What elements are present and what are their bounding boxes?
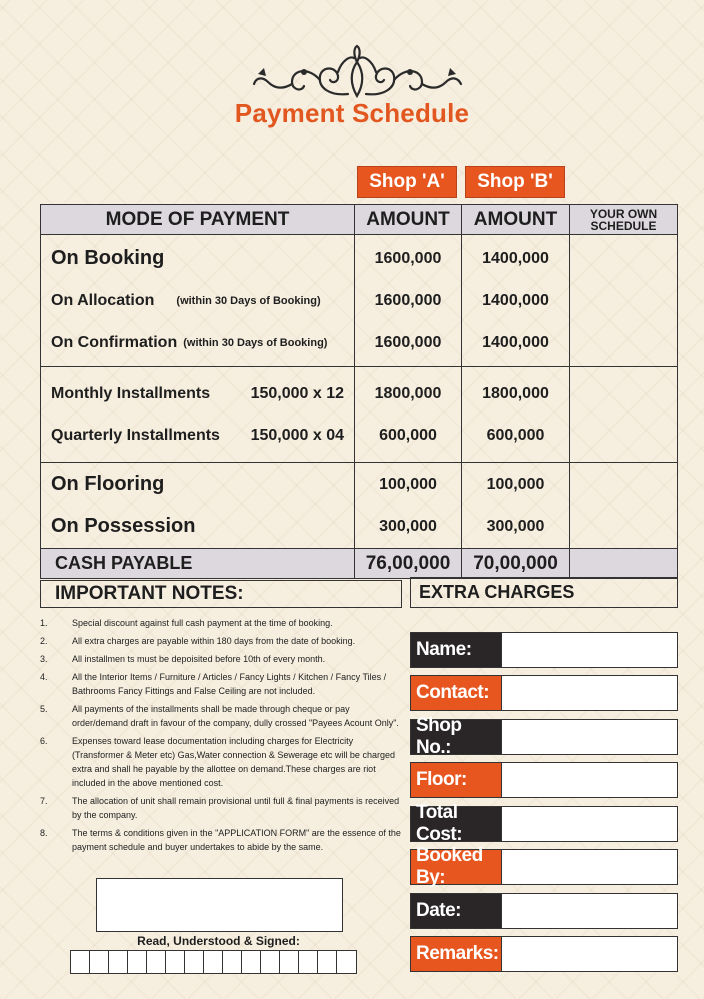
- total-cost-label: Total Cost:: [411, 807, 501, 841]
- digit-box[interactable]: [223, 951, 242, 973]
- booked-by-input[interactable]: [501, 850, 677, 884]
- floor-label: Floor:: [411, 763, 501, 797]
- installments-cell: [41, 367, 355, 463]
- extra-charges-heading: EXTRA CHARGES: [410, 577, 678, 608]
- header-own-line2: SCHEDULE: [590, 218, 657, 233]
- remarks-label: Remarks:: [411, 937, 501, 971]
- note-number: 3.: [40, 654, 48, 664]
- signature-label: Read, Understood & Signed:: [137, 934, 300, 948]
- booking-amounts-a: [355, 235, 462, 367]
- list-item: [40, 616, 402, 630]
- header-mode-of-payment: MODE OF PAYMENT: [41, 205, 355, 235]
- quarterly-installments-label: Quarterly Installments: [51, 426, 220, 444]
- date-input[interactable]: [501, 894, 677, 928]
- cash-payable-label: CASH PAYABLE: [41, 549, 355, 579]
- amount-cell: 1400,000: [482, 291, 549, 309]
- quarterly-installments-qty: 150,000 x 04: [250, 426, 344, 444]
- contact-input[interactable]: [501, 676, 677, 710]
- note-text: All extra charges are payable within 180 days from the date of booking.: [72, 636, 356, 646]
- list-item: [40, 670, 402, 698]
- header-own-line1: YOUR OWN: [589, 206, 658, 221]
- amount-cell: 100,000: [379, 475, 437, 493]
- shop-b-tab: Shop 'B': [465, 166, 565, 198]
- name-input[interactable]: [501, 633, 677, 667]
- contact-label: Contact:: [411, 676, 501, 710]
- header-amount-b: AMOUNT: [462, 205, 570, 235]
- cash-payable-row: [41, 549, 678, 579]
- note-number: 7.: [40, 796, 48, 806]
- amount-cell: 300,000: [379, 517, 437, 535]
- shop-no-field: [410, 715, 678, 758]
- on-confirmation-note: (within 30 Days of Booking): [183, 336, 328, 349]
- amount-cell: 1600,000: [374, 249, 442, 267]
- note-number: 1.: [40, 618, 48, 628]
- ornament-icon: [250, 44, 465, 99]
- digit-box[interactable]: [337, 951, 356, 973]
- booking-modes-cell: [41, 235, 355, 367]
- digit-box[interactable]: [147, 951, 166, 973]
- digit-box[interactable]: [71, 951, 90, 973]
- installment-amounts-a: [355, 367, 462, 463]
- shop-no-input[interactable]: [501, 720, 677, 754]
- floor-field: [410, 762, 678, 798]
- remarks-field: [410, 936, 678, 972]
- signature-box[interactable]: [96, 878, 343, 932]
- digit-box[interactable]: [318, 951, 337, 973]
- shop-no-label: Shop No.:: [411, 720, 501, 754]
- on-allocation-line: [51, 280, 354, 322]
- note-number: 4.: [40, 672, 48, 682]
- booked-by-label: Booked By:: [411, 850, 501, 884]
- digit-box[interactable]: [166, 951, 185, 973]
- amount-cell: 600,000: [486, 426, 545, 444]
- amount-cell: 1400,000: [482, 249, 549, 267]
- list-item: [40, 652, 402, 666]
- cash-payable-b: 70,00,000: [462, 549, 570, 579]
- total-cost-input[interactable]: [501, 807, 677, 841]
- payment-schedule-table: [40, 204, 678, 579]
- cash-payable-a: 76,00,000: [355, 549, 462, 579]
- monthly-installments-label: Monthly Installments: [51, 384, 211, 402]
- notes-list: [40, 616, 402, 858]
- note-text: Special discount against full cash payment at the time of booking.: [72, 618, 333, 628]
- note-number: 6.: [40, 736, 48, 746]
- table-row: [41, 367, 678, 463]
- name-field: [410, 632, 678, 668]
- flooring-amounts-b: [462, 463, 570, 549]
- important-notes-heading: IMPORTANT NOTES:: [40, 580, 402, 608]
- digit-box[interactable]: [90, 951, 109, 973]
- note-text: The terms & conditions given in the "APPLICATION FORM" are the essence of the payment schedule and buyer undertakes to abide by the same.: [72, 828, 401, 852]
- list-item: [40, 826, 402, 854]
- list-item: [40, 734, 402, 790]
- digit-box[interactable]: [242, 951, 261, 973]
- digit-box[interactable]: [280, 951, 299, 973]
- amount-cell: 1600,000: [374, 333, 442, 351]
- note-number: 5.: [40, 704, 48, 714]
- remarks-input[interactable]: [501, 937, 677, 971]
- total-cost-field: [410, 802, 678, 845]
- booked-by-field: [410, 845, 678, 888]
- flooring-amounts-a: [355, 463, 462, 549]
- table-row: [41, 235, 678, 367]
- own-schedule-cell[interactable]: [570, 549, 678, 579]
- date-label: Date:: [411, 894, 501, 928]
- digit-box[interactable]: [185, 951, 204, 973]
- quarterly-installments-line: [51, 415, 354, 457]
- monthly-installments-line: [51, 373, 354, 415]
- amount-cell: 1800,000: [482, 384, 549, 402]
- digit-box[interactable]: [128, 951, 147, 973]
- own-schedule-cell[interactable]: [570, 367, 678, 463]
- note-number: 8.: [40, 828, 48, 838]
- digit-box[interactable]: [109, 951, 128, 973]
- amount-cell: 1800,000: [374, 384, 442, 402]
- amount-cell: 300,000: [486, 517, 545, 535]
- list-item: [40, 702, 402, 730]
- note-text: All payments of the installments shall be made through cheque or pay order/demand draft in favour of the company, dully crossed "Payees Acount Only".: [72, 704, 399, 728]
- booking-amounts-b: [462, 235, 570, 367]
- digit-box[interactable]: [261, 951, 280, 973]
- shop-a-tab: Shop 'A': [357, 166, 457, 198]
- floor-input[interactable]: [501, 763, 677, 797]
- amount-cell: 600,000: [379, 426, 437, 444]
- table-row: [41, 463, 678, 549]
- own-schedule-cell[interactable]: [570, 235, 678, 367]
- on-allocation-label: On Allocation: [51, 291, 155, 309]
- list-item: [40, 634, 402, 648]
- on-confirmation-label: On Confirmation: [51, 333, 178, 351]
- header-amount-a: AMOUNT: [355, 205, 462, 235]
- amount-cell: 1600,000: [374, 291, 442, 309]
- note-text: All the Interior Items / Furniture / Articles / Fancy Lights / Kitchen / Fancy Tiles / Bathrooms Fancy Fittings and False Ceiling are not included.: [72, 672, 387, 696]
- on-possession-label: On Possession: [51, 515, 196, 537]
- own-schedule-cell[interactable]: [570, 463, 678, 549]
- digit-box[interactable]: [299, 951, 318, 973]
- installment-amounts-b: [462, 367, 570, 463]
- header-your-own-schedule: [570, 205, 678, 235]
- amount-cell: 100,000: [486, 475, 545, 493]
- amount-cell: 1400,000: [482, 333, 549, 351]
- digit-box[interactable]: [204, 951, 223, 973]
- on-allocation-note: (within 30 Days of Booking): [176, 294, 321, 307]
- cnic-digit-boxes[interactable]: [70, 950, 357, 974]
- on-flooring-label: On Flooring: [51, 473, 165, 495]
- note-number: 2.: [40, 636, 48, 646]
- on-confirmation-line: [51, 322, 354, 364]
- page-title: Payment Schedule: [234, 98, 470, 128]
- list-item: [40, 794, 402, 822]
- name-label: Name:: [411, 633, 501, 667]
- monthly-installments-qty: 150,000 x 12: [250, 384, 344, 402]
- date-field: [410, 893, 678, 929]
- note-text: All installmen ts must be depoisited before 10th of every month.: [72, 654, 326, 664]
- note-text: The allocation of unit shall remain provisional until full & final payments is received by the company.: [72, 796, 400, 820]
- contact-field: [410, 675, 678, 711]
- note-text: Expenses toward lease documentation including charges for Electricity (Transformer & Meter etc) Gas,Water connection & Sewerage etc will be charged extra and shall he payable by the allottee on demand.These charges are riot included in the above mentioned cost.: [72, 736, 395, 788]
- on-booking-label: On Booking: [51, 247, 165, 269]
- table-header-row: [41, 205, 678, 235]
- flooring-possession-cell: [41, 463, 355, 549]
